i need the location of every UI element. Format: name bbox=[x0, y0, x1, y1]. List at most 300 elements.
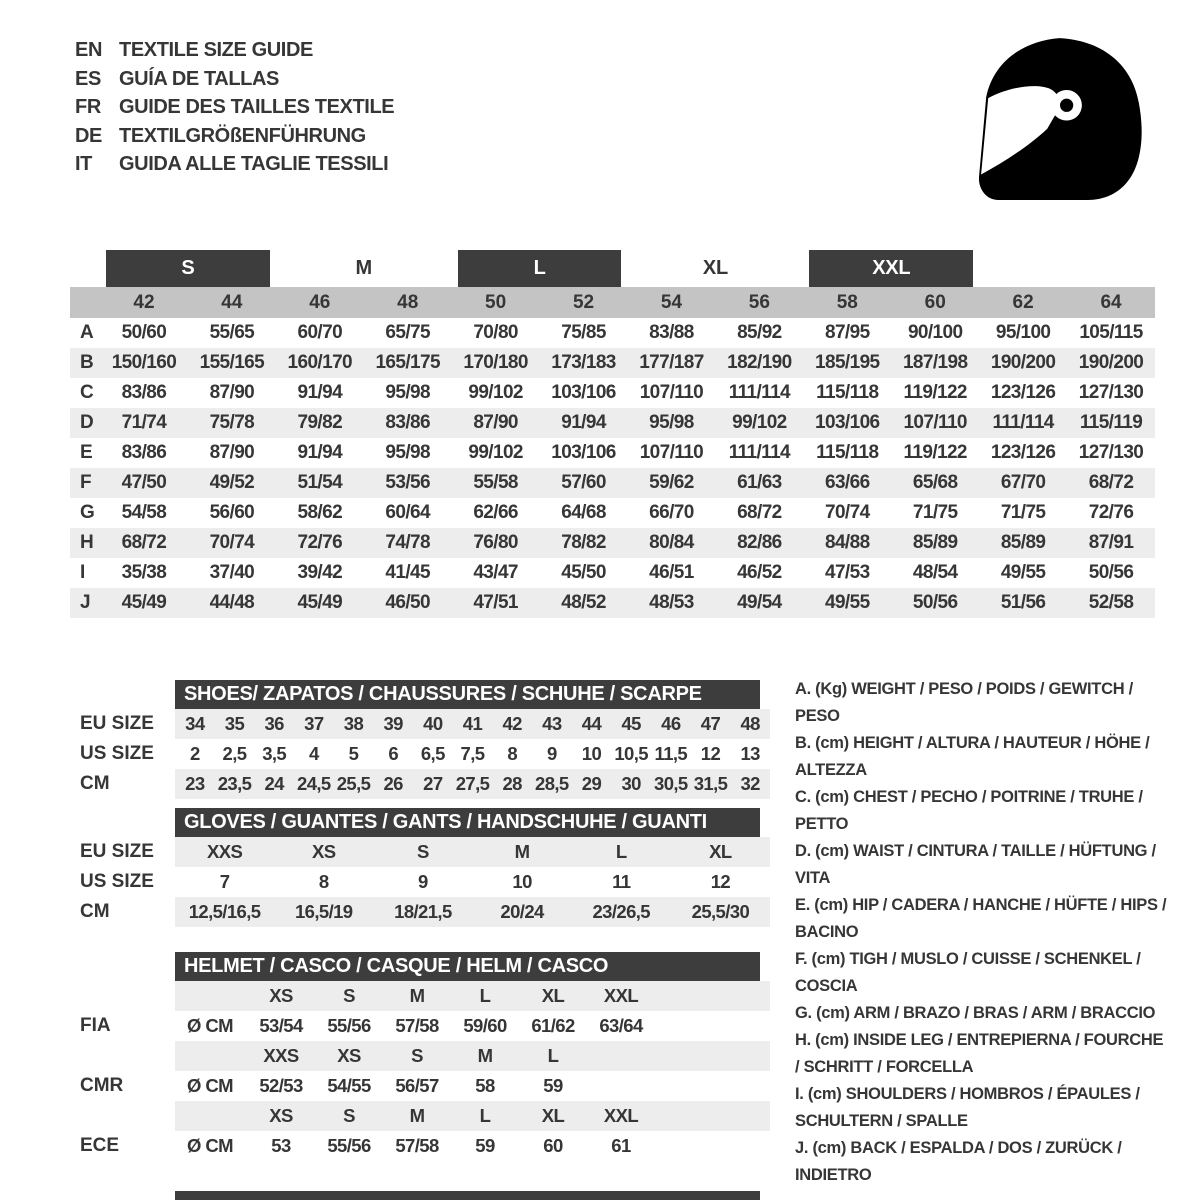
size-value: 123/126 bbox=[990, 382, 1056, 403]
measure-row-g bbox=[70, 498, 1155, 528]
measure-row-b bbox=[70, 348, 1155, 378]
size-value: 83/88 bbox=[649, 322, 694, 343]
size-number: 60 bbox=[924, 291, 946, 313]
size-number: 62 bbox=[1012, 291, 1034, 313]
row-values bbox=[175, 1071, 770, 1101]
helmet-size-label: XXL bbox=[603, 1105, 639, 1126]
cell-value: XXS bbox=[206, 841, 243, 862]
helmet-value: 55/56 bbox=[327, 1135, 371, 1156]
size-value: 70/74 bbox=[825, 502, 870, 523]
measure-row-c bbox=[70, 378, 1155, 408]
size-value: 72/76 bbox=[297, 532, 343, 553]
helmet-value: 61 bbox=[611, 1135, 631, 1156]
row-label-spacer bbox=[70, 1101, 175, 1131]
row-values bbox=[175, 769, 770, 799]
cell-value: 3,5 bbox=[262, 743, 287, 764]
measure-row-f bbox=[70, 468, 1155, 498]
cell-value: 7,5 bbox=[460, 743, 485, 764]
language-code: DE bbox=[75, 124, 102, 147]
helmet-value: 52/53 bbox=[259, 1075, 303, 1096]
language-row bbox=[75, 122, 394, 151]
row-values bbox=[175, 1011, 770, 1041]
size-value: 52/58 bbox=[1088, 592, 1134, 613]
size-value: 91/94 bbox=[297, 382, 343, 403]
size-value: 76/80 bbox=[473, 532, 518, 553]
row-letter: B bbox=[80, 352, 94, 373]
cell-value: 48 bbox=[740, 713, 760, 734]
size-value: 99/102 bbox=[468, 442, 523, 463]
row-letter: A bbox=[80, 322, 94, 343]
size-value: 170/180 bbox=[463, 352, 528, 373]
cropped-section-bar bbox=[175, 1191, 760, 1200]
size-value: 55/58 bbox=[473, 472, 518, 493]
size-number: 58 bbox=[836, 291, 858, 313]
size-value: 49/52 bbox=[209, 472, 255, 493]
cell-value: 16,5/19 bbox=[294, 901, 353, 922]
helmet-value: 55/56 bbox=[327, 1015, 371, 1036]
legend-item: F. (cm) TIGH / MUSLO / CUISSE / SCHENKEL / COSCIA bbox=[795, 950, 1141, 995]
size-value: 99/102 bbox=[468, 382, 523, 403]
size-value: 39/42 bbox=[297, 562, 343, 583]
size-value: 71/75 bbox=[1000, 502, 1046, 523]
legend-list bbox=[795, 676, 1167, 1189]
size-value: 87/91 bbox=[1088, 532, 1134, 553]
cell-value: 39 bbox=[383, 713, 403, 734]
cell-value: 30 bbox=[621, 773, 641, 794]
language-label: GUIDE DES TAILLES TEXTILE bbox=[119, 96, 395, 118]
legend-item: A. (Kg) WEIGHT / PESO / POIDS / GEWITCH / PESO bbox=[795, 680, 1133, 725]
cell-value: 8 bbox=[507, 743, 518, 764]
row-values bbox=[175, 709, 770, 739]
language-row bbox=[75, 65, 394, 94]
size-value: 48/53 bbox=[649, 592, 694, 613]
language-label: GUÍA DE TALLAS bbox=[119, 67, 279, 90]
helmet-value: 53 bbox=[271, 1135, 291, 1156]
cell-value: 28 bbox=[502, 773, 522, 794]
helmet-value: 56/57 bbox=[395, 1075, 439, 1096]
size-value: 55/65 bbox=[209, 322, 255, 343]
size-value: 105/115 bbox=[1079, 322, 1143, 343]
size-value: 123/126 bbox=[990, 442, 1056, 463]
size-value: 65/68 bbox=[912, 472, 958, 493]
language-row bbox=[75, 36, 394, 65]
size-value: 48/54 bbox=[912, 562, 958, 583]
cell-value: 35 bbox=[224, 713, 245, 734]
size-value: 103/106 bbox=[815, 412, 880, 433]
size-value: 60/70 bbox=[297, 322, 343, 343]
size-group-xl: XL bbox=[702, 257, 728, 279]
corner-spacer bbox=[70, 250, 100, 287]
row-letter: D bbox=[80, 412, 94, 433]
cell-value: XS bbox=[312, 841, 336, 862]
cell-value: 29 bbox=[581, 773, 602, 794]
cell-value: 5 bbox=[348, 743, 359, 764]
row-label: CM bbox=[80, 901, 110, 922]
helmet-value: 58 bbox=[475, 1075, 495, 1096]
size-value: 49/55 bbox=[1000, 562, 1046, 583]
size-value: 49/55 bbox=[825, 592, 870, 613]
language-code: IT bbox=[75, 153, 92, 175]
row-label: EU SIZE bbox=[80, 841, 154, 862]
unit-label: Ø CM bbox=[187, 1075, 233, 1096]
main-size-table bbox=[70, 250, 1155, 618]
racing-helmet-icon bbox=[976, 34, 1144, 202]
cell-value: 46 bbox=[661, 713, 681, 734]
language-label: TEXTILGRÖßENFÜHRUNG bbox=[119, 124, 366, 147]
size-value: 84/88 bbox=[825, 532, 870, 553]
cell-value: 26 bbox=[383, 773, 403, 794]
size-value: 83/86 bbox=[121, 382, 167, 403]
language-code: FR bbox=[75, 96, 101, 118]
language-label: GUIDA ALLE TAGLIE TESSILI bbox=[119, 153, 389, 175]
cell-value: 6 bbox=[388, 743, 399, 764]
row-letter: E bbox=[80, 442, 93, 463]
helmet-value: 59/60 bbox=[463, 1015, 507, 1036]
measure-row-h bbox=[70, 528, 1155, 558]
cell-value: 10 bbox=[581, 743, 602, 764]
size-value: 127/130 bbox=[1078, 382, 1144, 403]
measure-row-a bbox=[70, 318, 1155, 348]
cell-value: 7 bbox=[219, 871, 230, 892]
measure-row-d bbox=[70, 408, 1155, 438]
size-value: 107/110 bbox=[903, 412, 967, 433]
language-row bbox=[75, 150, 394, 179]
size-value: 37/40 bbox=[209, 562, 255, 583]
size-value: 103/106 bbox=[551, 382, 616, 403]
cell-value: 40 bbox=[423, 713, 443, 734]
cell-value: 11,5 bbox=[654, 743, 688, 764]
cell-value: 44 bbox=[581, 713, 602, 734]
size-value: 103/106 bbox=[551, 442, 616, 463]
unit-spacer bbox=[175, 981, 247, 1011]
row-label: CM bbox=[80, 773, 110, 794]
size-value: 68/72 bbox=[121, 532, 167, 553]
size-value: 47/53 bbox=[825, 562, 870, 583]
language-list bbox=[75, 36, 394, 179]
legend-item: I. (cm) SHOULDERS / HOMBROS / ÉPAULES / SCHULTERN / SPALLE bbox=[795, 1085, 1140, 1130]
shoes-section-header: SHOES/ ZAPATOS / CHAUSSURES / SCHUHE / SCARPE bbox=[175, 680, 760, 709]
row-letter: H bbox=[80, 532, 94, 553]
helmet-value: 57/58 bbox=[395, 1135, 439, 1156]
legend-item: D. (cm) WAIST / CINTURA / TAILLE / HÜFTUNG / VITA bbox=[795, 842, 1156, 887]
size-value: 115/118 bbox=[816, 442, 879, 463]
size-number: 50 bbox=[485, 291, 507, 313]
size-number: 56 bbox=[748, 291, 770, 313]
size-value: 95/98 bbox=[385, 442, 430, 463]
size-value: 115/118 bbox=[816, 382, 879, 403]
helmet-value: 63/64 bbox=[599, 1015, 643, 1036]
gloves-section-header: GLOVES / GUANTES / GANTS / HANDSCHUHE / GUANTI bbox=[175, 808, 760, 837]
size-value: 35/38 bbox=[121, 562, 167, 583]
size-value: 95/98 bbox=[649, 412, 694, 433]
helmet-size-label: S bbox=[343, 1105, 355, 1126]
size-value: 45/49 bbox=[297, 592, 343, 613]
main-table-body bbox=[70, 318, 1155, 618]
row-values bbox=[175, 981, 770, 1011]
size-group-row bbox=[70, 250, 1155, 287]
size-value: 50/60 bbox=[121, 322, 167, 343]
row-label-spacer bbox=[70, 1041, 175, 1071]
size-value: 165/175 bbox=[375, 352, 440, 373]
size-value: 45/49 bbox=[121, 592, 167, 613]
helmet-value: 59 bbox=[543, 1075, 563, 1096]
cell-value: 27 bbox=[423, 773, 443, 794]
cell-value: 24,5 bbox=[297, 773, 331, 794]
cell-value: 23 bbox=[185, 773, 205, 794]
helmet-size-label: XS bbox=[269, 1105, 293, 1126]
size-value: 41/45 bbox=[385, 562, 430, 583]
row-values bbox=[175, 739, 770, 769]
cell-value: 28,5 bbox=[535, 773, 569, 794]
size-value: 61/63 bbox=[737, 472, 782, 493]
helmet-value: 53/54 bbox=[259, 1015, 303, 1036]
row-label: EU SIZE bbox=[80, 713, 154, 734]
unit-spacer bbox=[175, 1041, 247, 1071]
cell-value: L bbox=[615, 841, 627, 862]
helmet-value: 61/62 bbox=[531, 1015, 575, 1036]
language-label: TEXTILE SIZE GUIDE bbox=[119, 39, 313, 61]
cell-value: 2,5 bbox=[222, 743, 247, 764]
legend-item: C. (cm) CHEST / PECHO / POITRINE / TRUHE / PETTO bbox=[795, 788, 1143, 833]
unit-label: Ø CM bbox=[187, 1015, 233, 1036]
size-number: 52 bbox=[572, 291, 595, 313]
size-value: 64/68 bbox=[561, 502, 606, 523]
size-value: 58/62 bbox=[297, 502, 343, 523]
size-number: 64 bbox=[1100, 291, 1122, 313]
size-value: 107/110 bbox=[639, 442, 704, 463]
size-value: 44/48 bbox=[209, 592, 255, 613]
legend-item: G. (cm) ARM / BRAZO / BRAS / ARM / BRACCIO bbox=[795, 1004, 1156, 1022]
racing-helmet-icon bbox=[976, 34, 1144, 202]
size-value: 57/60 bbox=[561, 472, 606, 493]
end-spacer bbox=[979, 250, 1067, 287]
helmet-size-label: L bbox=[479, 985, 491, 1006]
size-value: 67/70 bbox=[1000, 472, 1046, 493]
cell-value: 2 bbox=[189, 743, 200, 764]
cell-value: 4 bbox=[308, 743, 319, 764]
size-value: 68/72 bbox=[737, 502, 782, 523]
cell-value: 6,5 bbox=[420, 743, 445, 764]
cell-value: 30,5 bbox=[654, 773, 688, 794]
row-letter: C bbox=[80, 382, 94, 403]
size-number: 48 bbox=[397, 291, 419, 313]
size-value: 75/85 bbox=[561, 322, 606, 343]
size-value: 72/76 bbox=[1088, 502, 1134, 523]
size-value: 80/84 bbox=[649, 532, 694, 553]
size-value: 111/114 bbox=[728, 382, 791, 403]
size-group-m: M bbox=[355, 257, 372, 279]
size-value: 95/98 bbox=[385, 382, 430, 403]
size-value: 54/58 bbox=[121, 502, 167, 523]
cell-value: 12 bbox=[700, 743, 721, 764]
size-value: 70/74 bbox=[209, 532, 255, 553]
size-number: 42 bbox=[133, 291, 155, 313]
language-code: ES bbox=[75, 67, 101, 90]
unit-spacer bbox=[175, 1101, 247, 1131]
row-letter: G bbox=[80, 502, 95, 523]
size-value: 65/75 bbox=[385, 322, 430, 343]
helmet-size-label: M bbox=[409, 1105, 425, 1126]
size-value: 78/82 bbox=[561, 532, 606, 553]
size-value: 119/122 bbox=[903, 382, 967, 403]
size-value: 74/78 bbox=[385, 532, 430, 553]
size-value: 91/94 bbox=[561, 412, 606, 433]
cell-value: 12 bbox=[710, 871, 731, 892]
size-value: 87/90 bbox=[209, 442, 255, 463]
cell-value: 13 bbox=[740, 743, 760, 764]
size-value: 47/51 bbox=[473, 592, 518, 613]
cell-value: 8 bbox=[318, 871, 329, 892]
size-value: 51/56 bbox=[1000, 592, 1046, 613]
size-value: 85/92 bbox=[737, 322, 782, 343]
row-values bbox=[175, 1041, 770, 1071]
cell-value: 23/26,5 bbox=[592, 901, 650, 922]
cell-value: 11 bbox=[612, 871, 631, 892]
standard-label: CMR bbox=[80, 1075, 124, 1096]
size-group-l: L bbox=[458, 250, 622, 287]
size-value: 66/70 bbox=[649, 502, 694, 523]
cell-value: 10,5 bbox=[614, 743, 648, 764]
size-value: 83/86 bbox=[121, 442, 167, 463]
helmet-size-label: M bbox=[477, 1045, 493, 1066]
size-value: 91/94 bbox=[297, 442, 343, 463]
helmet-size-label: M bbox=[409, 985, 425, 1006]
legend-item: J. (cm) BACK / ESPALDA / DOS / ZURÜCK / INDIETRO bbox=[795, 1139, 1122, 1184]
row-label: US SIZE bbox=[80, 743, 154, 764]
size-value: 115/119 bbox=[1079, 412, 1143, 433]
cell-value: 34 bbox=[185, 713, 205, 734]
cell-value: 27,5 bbox=[455, 773, 490, 794]
size-value: 87/95 bbox=[825, 322, 870, 343]
size-number: 46 bbox=[309, 291, 331, 313]
cell-value: 25,5/30 bbox=[691, 901, 750, 922]
cell-value: 20/24 bbox=[500, 901, 544, 922]
helmet-value: 54/55 bbox=[327, 1075, 371, 1096]
cell-value: 10 bbox=[512, 871, 532, 892]
cell-value: 36 bbox=[264, 713, 284, 734]
size-value: 59/62 bbox=[649, 472, 694, 493]
helmet-section-header: HELMET / CASCO / CASQUE / HELM / CASCO bbox=[175, 952, 760, 981]
cell-value: 38 bbox=[343, 713, 364, 734]
row-letter: I bbox=[80, 562, 86, 583]
size-value: 62/66 bbox=[473, 502, 518, 523]
row-label-spacer bbox=[70, 981, 175, 1011]
cell-value: XL bbox=[709, 841, 732, 862]
size-value: 111/114 bbox=[992, 412, 1054, 433]
size-value: 90/100 bbox=[907, 322, 963, 343]
size-value: 48/52 bbox=[561, 592, 606, 613]
size-value: 182/190 bbox=[727, 352, 792, 373]
helmet-size-label: XL bbox=[541, 985, 565, 1006]
size-value: 173/183 bbox=[551, 352, 616, 373]
helmet-value: 57/58 bbox=[395, 1015, 439, 1036]
size-value: 83/86 bbox=[385, 412, 430, 433]
size-value: 50/56 bbox=[1088, 562, 1134, 583]
size-group-xxl: XXL bbox=[809, 250, 973, 287]
size-value: 43/47 bbox=[473, 562, 518, 583]
cell-value: 23,5 bbox=[217, 773, 252, 794]
size-value: 68/72 bbox=[1088, 472, 1134, 493]
size-value: 87/90 bbox=[473, 412, 518, 433]
size-number-row bbox=[70, 287, 1155, 318]
size-value: 187/198 bbox=[902, 352, 968, 373]
size-value: 46/52 bbox=[737, 562, 782, 583]
size-value: 49/54 bbox=[737, 592, 782, 613]
size-group-s: S bbox=[106, 250, 270, 287]
measure-row-i bbox=[70, 558, 1155, 588]
size-value: 82/86 bbox=[737, 532, 782, 553]
cell-value: 31,5 bbox=[693, 773, 728, 794]
size-value: 70/80 bbox=[473, 322, 518, 343]
size-value: 85/89 bbox=[1000, 532, 1046, 553]
legend-item: H. (cm) INSIDE LEG / ENTREPIERNA / FOURCHE / SCHRITT / FORCELLA bbox=[795, 1031, 1164, 1076]
size-value: 99/102 bbox=[732, 412, 787, 433]
helmet-value: 59 bbox=[475, 1135, 495, 1156]
helmet-size-label: XXS bbox=[263, 1045, 299, 1066]
legend-item: B. (cm) HEIGHT / ALTURA / HAUTEUR / HÖHE / ALTEZZA bbox=[795, 734, 1150, 779]
size-value: 46/51 bbox=[649, 562, 694, 583]
measure-row-j bbox=[70, 588, 1155, 618]
size-value: 127/130 bbox=[1078, 442, 1144, 463]
size-value: 111/114 bbox=[728, 442, 791, 463]
size-value: 160/170 bbox=[287, 352, 353, 373]
cell-value: 12,5/16,5 bbox=[188, 901, 261, 922]
helmet-size-label: L bbox=[547, 1045, 559, 1066]
cell-value: 9 bbox=[546, 743, 557, 764]
size-value: 190/200 bbox=[990, 352, 1056, 373]
cell-value: 37 bbox=[304, 713, 324, 734]
size-value: 177/187 bbox=[639, 352, 704, 373]
cell-value: 9 bbox=[418, 871, 428, 892]
helmet-size-label: S bbox=[343, 985, 355, 1006]
size-value: 95/100 bbox=[995, 322, 1051, 343]
row-values bbox=[175, 837, 770, 867]
helmet-size-label: XXL bbox=[603, 985, 639, 1006]
unit-label: Ø CM bbox=[187, 1135, 233, 1156]
measure-row-e bbox=[70, 438, 1155, 468]
helmet-value: 60 bbox=[543, 1135, 563, 1156]
legend-item: E. (cm) HIP / CADERA / HANCHE / HÜFTE / HIPS / BACINO bbox=[795, 896, 1167, 941]
size-value: 75/78 bbox=[209, 412, 255, 433]
size-value: 50/56 bbox=[912, 592, 958, 613]
cell-value: 43 bbox=[542, 713, 562, 734]
row-values bbox=[175, 897, 770, 927]
cell-value: 18/21,5 bbox=[394, 901, 452, 922]
size-value: 150/160 bbox=[111, 352, 177, 373]
cell-value: 25,5 bbox=[336, 773, 371, 794]
size-value: 155/165 bbox=[199, 352, 265, 373]
row-values bbox=[175, 867, 770, 897]
size-value: 51/54 bbox=[297, 472, 343, 493]
size-value: 71/75 bbox=[912, 502, 958, 523]
helmet-size-label: L bbox=[479, 1105, 491, 1126]
size-value: 45/50 bbox=[561, 562, 606, 583]
cell-value: 45 bbox=[621, 713, 641, 734]
helmet-size-label: XS bbox=[337, 1045, 361, 1066]
cell-value: 47 bbox=[700, 713, 721, 734]
cell-value: 42 bbox=[502, 713, 522, 734]
band-spacer bbox=[70, 287, 100, 318]
size-value: 47/50 bbox=[121, 472, 167, 493]
size-value: 71/74 bbox=[121, 412, 167, 433]
cell-value: 32 bbox=[740, 773, 760, 794]
size-value: 185/195 bbox=[815, 352, 880, 373]
size-value: 63/66 bbox=[825, 472, 870, 493]
size-value: 190/200 bbox=[1078, 352, 1144, 373]
size-value: 60/64 bbox=[385, 502, 430, 523]
size-value: 107/110 bbox=[639, 382, 704, 403]
row-values bbox=[175, 1101, 770, 1131]
